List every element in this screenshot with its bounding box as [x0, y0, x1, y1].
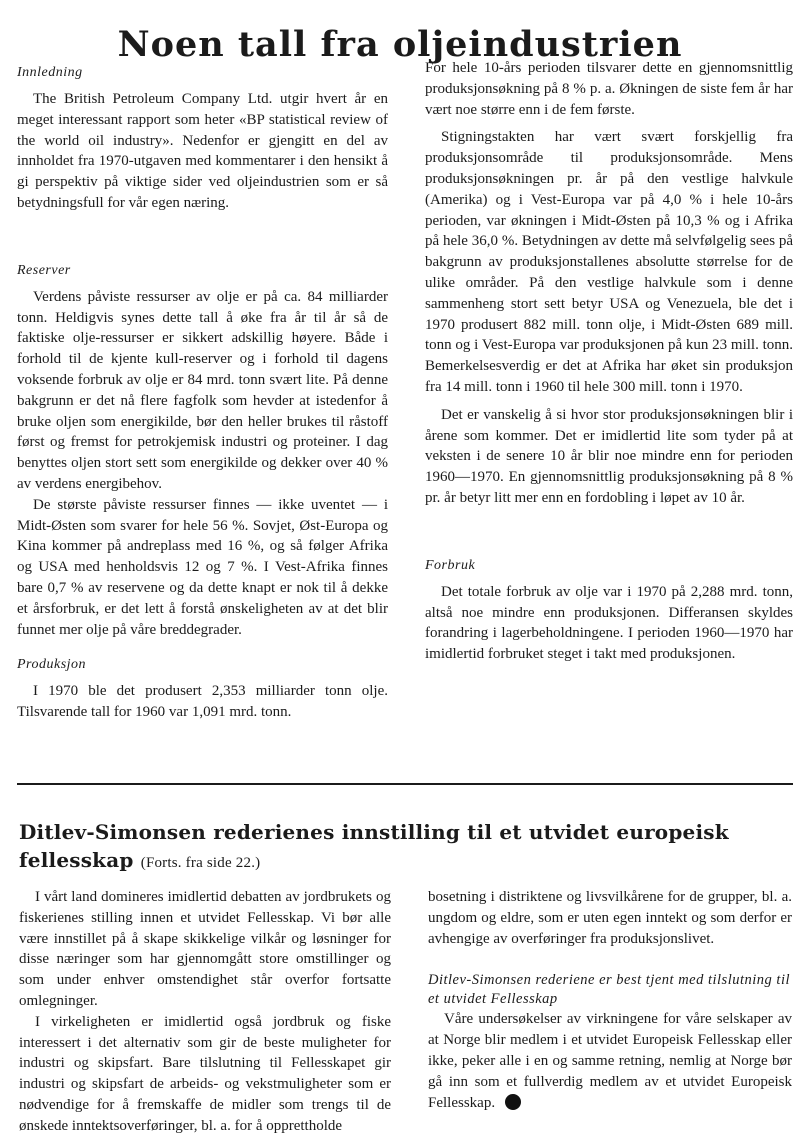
article2-title	[19, 818, 789, 877]
article1-right-column	[425, 58, 793, 665]
section-heading-reserver: Reserver	[17, 262, 71, 278]
article2-left-column	[19, 887, 391, 1137]
section-heading-forbruk: Forbruk	[425, 557, 476, 573]
paragraph-produksjon-4: Det er vanskelig å si hvor stor produksjonsøkningen blir i årene som kommer. Det er imidlertid lite som tyder på at veksten i de senere 10 år blir noe mindre enn for perioden 1960—1970. En gjennomsnittlig produksjonsøkning på 8 % pr. år betyr litt mer enn en fordobling i løpet av 10 år.	[425, 406, 793, 506]
article1-left-column	[17, 64, 388, 723]
article2-title-text: Ditlev-Simonsen rederienes innstilling til et utvidet europeisk fellesskap	[19, 820, 729, 872]
section-heading-innledning: Innledning	[17, 65, 83, 80]
paragraph-produksjon-1: I 1970 ble det produsert 2,353 milliarder tonn olje. Tilsvarende tall for 1960 var 1,091 mrd. tonn.	[17, 683, 388, 721]
article-divider	[17, 783, 793, 785]
article2-paragraph-2-continued: bosetning i distriktene og livsvilkårene for de grupper, bl. a. ungdom og eldre, som er uten egen inntekt og som derfor er avhengige av overføringer fra produksjonslivet.	[428, 889, 792, 947]
paragraph-reserver-1: Verdens påviste ressurser av olje er på ca. 84 milliarder tonn. Heldigvis synes dette tall å øke fra år til år så de faktiske olje-ressurser er sikkert adskillig høyere. Både i forhold til de kjente kull-reserver og i forhold til dagens voksende forbruk av olje er 84 mrd. tonn svært lite. På denne bakgrunn er det nå flere fagfolk som hevder at istedenfor å bruke oljen som energikilde, bør den heller brukes til råstoff først og fremst for petrokjemisk industri og proteiner. I dag benyttes oljen stort sett som energikilde og dekker over 40 % av verdens energibehov.	[17, 288, 388, 492]
article2-paragraph-1: I vårt land domineres imidlertid debatten av jordbrukets og fiskerienes stilling innen et utvidet Fellesskap. Vi bør alle være innstillet på å skape skikkelige vilkår og løsninger for disse næringer som har gjennomgått store omstillinger og som under enhver omstendighet står overfor fortsatte omlegninger.	[19, 889, 391, 1009]
paragraph-forbruk: Det totale forbruk av olje var i 1970 på 2,288 mrd. tonn, altså noe mindre enn produksjonen. Differansen skyldes forandring i lagerbeholdningene. I perioden 1960—1970 har imidlertid forbruket steget i takt med produksjonen.	[425, 583, 793, 663]
article2-paragraph-2: I virkeligheten er imidlertid også jordbruk og fiske interessert i det alternativ som gir de beste muligheter for industri og skipsfart. Bare tilslutning til Fellesskapet gir industri og skipsfart de arbeids- og vekstmuligheter som er nødvendige for å fremskaffe de midler som trengs til de ønskede inntektsoverføringer, bl. a. for å opprettholde	[19, 1013, 391, 1134]
article2-closing-text: Våre undersøkelser av virkningene for våre selskaper av at Norge blir medlem i et utvidet Europeisk Fellesskap eller ikke, peker alle i en og samme retning, nemlig at Norge bør gå inn som et fullverdig medlem av et utvidet Europeisk Fellesskap.	[428, 1011, 792, 1111]
paragraph-innledning: The British Petroleum Company Ltd. utgir hvert år en meget interessant rapport som heter «BP statistical review of the world oil industry». Nedenfor er gjengitt en del av innholdet fra 1970-utgaven med kommentarer i den hensikt å gi perspektiv på viktige sider ved oljeindustrien som er så betydningsfull for vår egen næring.	[17, 91, 388, 211]
paragraph-produksjon-3: Stigningstakten har vært svært forskjellig fra produksjonsområde til produksjonsområde. Mens produksjonsøkningen pr. år på den vestlige halvkule (Amerika) og i Vest-Europa var på 4,0 % i hele 10-års perioden, var økningen i Midt-Østen på 10,3 % og i Afrika på hele 36,0 %. Betydningen av dette må selvfølgelig sees på bakgrunn av produksjonstallenes absolutte størrelse for de ulike områder. På den vestlige halvkule som i denne sammenheng stort sett betyr USA og Venezuela, ble det i 1970 produsert 882 mill. tonn olje, i Midt-Østen 689 mill. tonn og i Vest-Europa var produksjonen på kun 23 mill. tonn. Bemerkelsesverdig er det at Afrika har øket sin produksjon fra 14 mill. tonn i 1960 til hele 300 mill. tonn i 1970.	[425, 129, 794, 395]
paragraph-reserver-2: De største påviste ressurser finnes — ikke uventet — i Midt-Østen som svarer for hele 56 %. Sovjet, Øst-Europa og Kina kommer på andreplass med 16 %, og så følger Afrika og USA med henholdsvis 12 og 7 %. I Vest-Afrika finnes bare 0,7 % av reservene og da dette knapt er nok til å dekke et årsforbruk, er det lett å forstå ønskeligheten av at det blir funnet mer olje på våre breddegrader.	[17, 496, 388, 638]
section-heading-produksjon: Produksjon	[17, 657, 87, 673]
article2-continuation-ref: (Forts. fra side 22.)	[140, 855, 261, 871]
article2-right-column	[428, 887, 792, 1113]
page-title: Noen tall fra oljeindustrien	[117, 24, 683, 66]
article2-subheading: Ditlev-Simonsen rederiene er best tjent med tilslutning til et utvidet Fellesskap	[428, 972, 790, 1008]
paragraph-produksjon-2: For hele 10-års perioden tilsvarer dette en gjennomsnittlig produksjonsøkning på 8 % p. a. Økningen de siste fem år har vært noe større enn i de fem første.	[425, 60, 793, 118]
article2-closing-paragraph	[428, 1009, 792, 1113]
end-of-article-mark	[505, 1094, 521, 1110]
